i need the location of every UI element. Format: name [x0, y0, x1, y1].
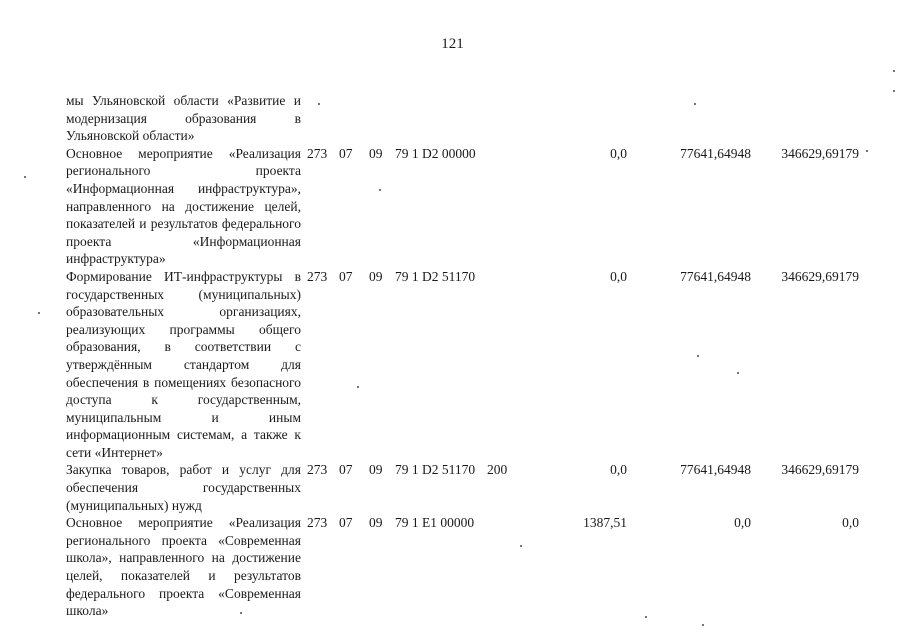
section-code: 07	[339, 515, 353, 531]
table-row	[66, 145, 859, 268]
scan-speck	[318, 103, 320, 105]
amount-year-3: 346629,69179	[781, 145, 859, 161]
section-code: 07	[339, 462, 353, 478]
amount-year-2	[627, 92, 751, 145]
scan-speck	[694, 103, 696, 105]
expense-type-code	[487, 92, 531, 145]
table-row	[66, 514, 859, 620]
amount-year-1: 0,0	[610, 462, 627, 478]
section-code: 07	[339, 145, 353, 161]
budget-table	[66, 92, 859, 620]
amount-year-1	[531, 92, 627, 145]
target-article-code: 79 1 D2 51170	[395, 268, 476, 284]
target-article-code: 79 1 D2 00000	[395, 145, 476, 161]
row-name: Основное мероприятие «Реализация регионального проекта «Информационная инфраструктура», направленного на достижение целей, показателей и результатов федерального проекта «Информационная инфраструктура»	[66, 145, 301, 267]
target-article-code: 79 1 D2 51170	[395, 462, 476, 478]
subsection-code: 09	[369, 145, 383, 161]
amount-year-2: 77641,64948	[680, 268, 751, 284]
admin-code	[307, 92, 339, 145]
row-name: Закупка товаров, работ и услуг для обеспечения государственных (муниципальных) нужд	[66, 462, 301, 513]
table-row	[66, 268, 859, 462]
table-row	[66, 92, 859, 145]
admin-code: 273	[307, 145, 328, 161]
amount-year-1: 0,0	[610, 268, 627, 284]
scan-speck	[697, 355, 699, 357]
amount-year-2: 77641,64948	[680, 462, 751, 478]
amount-year-3: 0,0	[842, 515, 859, 531]
amount-year-2: 77641,64948	[680, 145, 751, 161]
expense-type-code	[487, 514, 531, 620]
table-row	[66, 461, 859, 514]
row-name: Формирование ИТ-инфраструктуры в государственных (муниципальных) образовательных организациях, реализующих программы общего образования, в соответствии с утверждённым стандартом для обеспечения в помещениях безопасного доступа к государственным, муниципальным и иным информационным системам, а также к сети «Интернет»	[66, 268, 301, 460]
amount-year-3	[751, 92, 859, 145]
scan-speck	[240, 612, 242, 614]
row-name: Основное мероприятие «Реализация регионального проекта «Современная школа», направленного на достижение целей, показателей и результатов федерального проекта «Современная школа»	[66, 515, 301, 619]
expense-type-code: 200	[487, 462, 508, 478]
scan-speck	[645, 616, 647, 618]
scan-speck	[520, 545, 522, 547]
amount-year-1: 0,0	[610, 145, 627, 161]
section-code	[339, 92, 369, 145]
subsection-code: 09	[369, 515, 383, 531]
admin-code: 273	[307, 462, 328, 478]
scan-speck	[893, 90, 895, 92]
amount-year-3: 346629,69179	[781, 268, 859, 284]
subsection-code	[369, 92, 395, 145]
target-article-code: 79 1 E1 00000	[395, 515, 475, 531]
scan-speck	[379, 189, 381, 191]
scan-speck	[893, 70, 895, 72]
amount-year-1: 1387,51	[583, 515, 627, 531]
subsection-code: 09	[369, 462, 383, 478]
scan-speck	[38, 312, 40, 314]
scan-speck	[702, 624, 704, 626]
row-name: мы Ульяновской области «Развитие и модернизация образования в Ульяновской области»	[66, 93, 301, 144]
admin-code: 273	[307, 515, 328, 531]
admin-code: 273	[307, 268, 328, 284]
scan-speck	[737, 372, 739, 374]
page-number: 121	[441, 36, 464, 52]
amount-year-3: 346629,69179	[781, 462, 859, 478]
target-article-code	[395, 92, 487, 145]
amount-year-2: 0,0	[734, 515, 751, 531]
expense-type-code	[487, 268, 531, 462]
scan-speck	[24, 176, 26, 178]
expense-type-code	[487, 145, 531, 268]
section-code: 07	[339, 268, 353, 284]
subsection-code: 09	[369, 268, 383, 284]
scan-speck	[357, 386, 359, 388]
scan-speck	[866, 150, 868, 152]
